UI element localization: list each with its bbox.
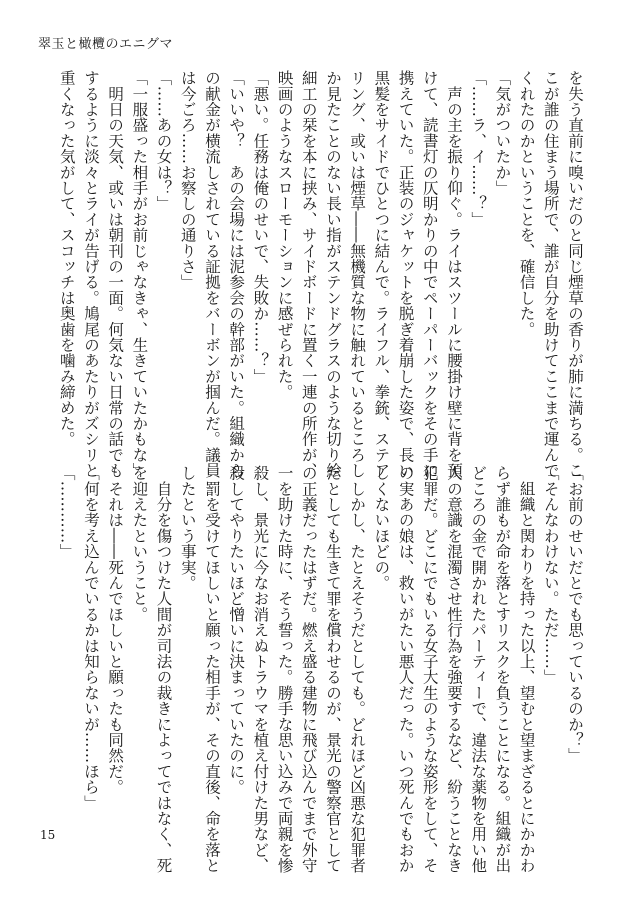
text-line: 明日の天気、或いは朝刊の一面。何気ない日常の話でも [106,70,125,479]
text-line: くれたのかということを、確信した。 [517,70,536,337]
text-line: を失う直前に嗅いだのと同じ煙草の香りが肺に満ちる。こ [566,70,584,479]
text-line: 細工の栞を本に挟み、サイドボードに置く一連の所作が、 [299,70,318,479]
text-line: 「一服盛った相手がお前じゃなきゃ、生きていたかもな」 [130,70,149,479]
text-line: するように淡々とライが告げる。鳩尾のあたりがズシリと [81,70,100,479]
text-line: 「何を考え込んでいるかは知らないが……ほら」 [81,465,100,811]
text-line: 自分を傷つけた人間が司法の裁きによってではなく、死 [154,465,173,874]
text-line: 「…………」 [57,465,76,560]
text-line: 「……あの女は？」 [154,70,173,212]
text-line: 声の主を振り仰ぐ。ライはスツールに腰掛け壁に背を預 [444,70,463,479]
text-line: 殺してやりたいほど憎いに決まっていたのに。 [227,465,246,795]
text-line: らず誰もが命を落とすリスクを負うことになる。組織が出 [493,465,512,874]
page-number: 15 [40,828,56,842]
text-line: 「……ラ、イ……？」 [469,70,488,227]
text-line: 「気がついたか」 [493,70,512,196]
text-line: 「いいや？ あの会場には泥参会の幹部がいた。組織から [227,70,246,479]
text-line: 殺し、景光に今なお消えぬトラウマを植え付けた男など、 [251,465,270,874]
text-line: 重くなった気がして、スコッチは奥歯を噛み締めた。 [57,70,76,447]
text-line: 「そんなわけない。ただ……」 [541,465,560,685]
text-line: 携えていた。正装のジャケットを脱ぎ着崩した姿で、長い [396,70,415,479]
text-line: 黒髪をサイドでひとつに結んで。ライフル、拳銃、ステア [372,70,391,479]
text-line: を迎えたということ。 [130,465,149,622]
text-line: したという事実。 [178,465,197,591]
text-line: 人の意識を混濁させ性行為を強要するなど、紛うことなき [444,465,463,874]
text-line: 一を助けた時に、そう誓った。勝手な思い込みで両親を惨 [275,465,294,874]
text-line: けて、読書灯の仄明かりの中でペーパーバックをその手に [420,70,439,479]
text-line: しかし、たとえそうだとしても。どれほど凶悪な犯罪者 [348,465,367,874]
text-line: は今ごろ……お察しの通りさ」 [178,70,197,290]
text-line: か見たことのない長い指がステンドグラスのような切り絵 [323,70,342,479]
text-line: の正義だったはずだ。燃え盛る建物に飛び込んでまで外守 [299,465,318,874]
text-line: だとしても生きて罪を償わせるのが、景光の警察官として [323,465,342,874]
text-line: 映画のようなスローモーションに感ぜられた。 [275,70,294,400]
text-line: リング、或いは煙草――無機質な物に触れているところし [348,70,367,479]
text-line: の献金が横流しされている証拠をバーボンが掴んだ。議員 [202,70,221,479]
text-line: 組織と関わりを持った以上、望むと望まざるとにかかわ [517,465,536,874]
text-block-bottom [55,465,587,874]
running-header: 翠玉と橄欖のエニグマ [38,37,174,52]
text-line: 罰を受けてほしいと願った相手が、その直後、命を落と [202,465,221,874]
text-line: それは――死んでほしいと願ったも同然だ。 [106,465,125,795]
text-line: 「悪い。任務は俺のせいで、失敗か……？」 [251,70,270,384]
text-line: 「お前のせいだとでも思っているのか？」 [566,465,584,764]
text-line: どころの金で開かれたパーティーで、違法な薬物を用い他 [469,465,488,874]
text-block-top [55,70,587,479]
text-line: こが誰の住まう場所で、誰が自分を助けてここまで運んで [541,70,560,479]
text-line: 犯罪だ。どこにでもいる女子大生のような姿形をして、そ [420,465,439,874]
text-line: の実あの娘は、救いがたい悪人だった。いつ死んでもおか [396,465,415,874]
text-line: しくないほどの。 [372,465,391,591]
